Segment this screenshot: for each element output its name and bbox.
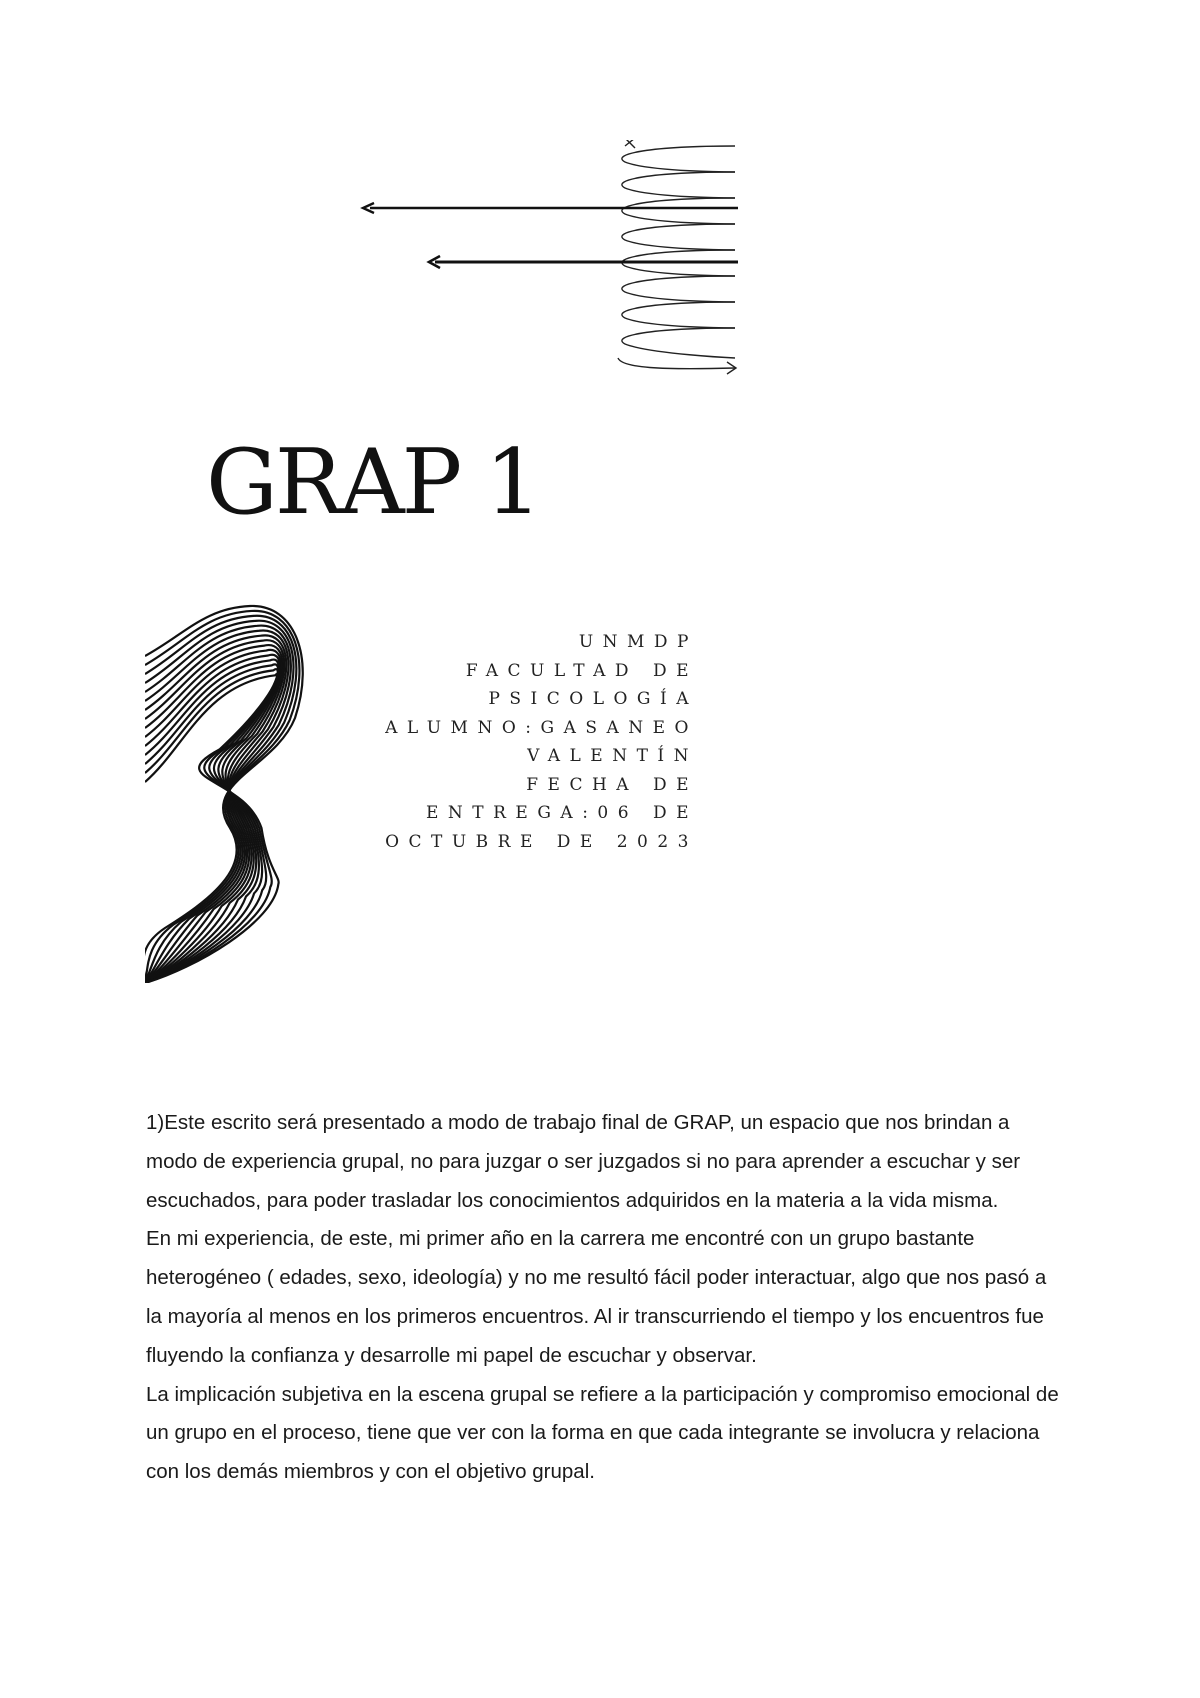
info-line-university: UNMDP [578, 632, 698, 652]
cover-info-block [380, 628, 698, 856]
document-body [146, 1104, 1066, 1492]
document-title: GRAP 1 [206, 430, 540, 535]
info-line-faculty: FACULTAD DE [465, 660, 698, 681]
info-line-date-label: FECHA DE [526, 774, 698, 795]
info-line-student: ALUMNO:GASANEO [385, 717, 698, 738]
arrow-spiral-end [618, 358, 736, 374]
wave-line [145, 650, 281, 983]
info-line-date-label-2: ENTREGA:06 DE [426, 803, 698, 823]
info-line-department: PSICOLOGÍA [488, 689, 698, 709]
info-line-student-name: VALENTÍN [527, 746, 698, 766]
spiral-arrows-illustration [360, 140, 740, 380]
paragraph-1: 1)Este escrito será presentado a modo de trabajo final de GRAP, un espacio que nos brindan a modo de experiencia grupal, no para juzgar o ser juzgados si no para aprender a escuchar y ser escuchados, para poder trasladar los conocimientos adquiridos en la materia a la vida misma. [146, 1111, 1021, 1212]
paragraph-3: La implicación subjetiva en la escena grupal se refiere a la participación y compromiso emocional de un grupo en el proceso, tiene que ver con la forma en que cada integrante se involucra y relaciona con los demás miembros y con el objetivo grupal. [146, 1382, 1059, 1484]
wavy-lines-illustration [145, 598, 405, 983]
paragraph-2: En mi experiencia, de este, mi primer año en la carrera me encontré con un grupo bastante heterogéneo ( edades, sexo, ideología) y no me resultó fácil poder interactuar, algo que nos pasó a la mayoría al menos en los primeros encuentros. Al ir transcurriendo el tiempo y los encuentros fue fluyendo la confianza y desarrolle mi papel de escuchar y observar. [146, 1227, 1047, 1367]
info-line-date-value: OCTUBRE DE 2023 [385, 831, 698, 852]
arrow-top [363, 203, 738, 213]
arrow-bottom [429, 256, 738, 268]
spiral-coils [622, 140, 735, 358]
